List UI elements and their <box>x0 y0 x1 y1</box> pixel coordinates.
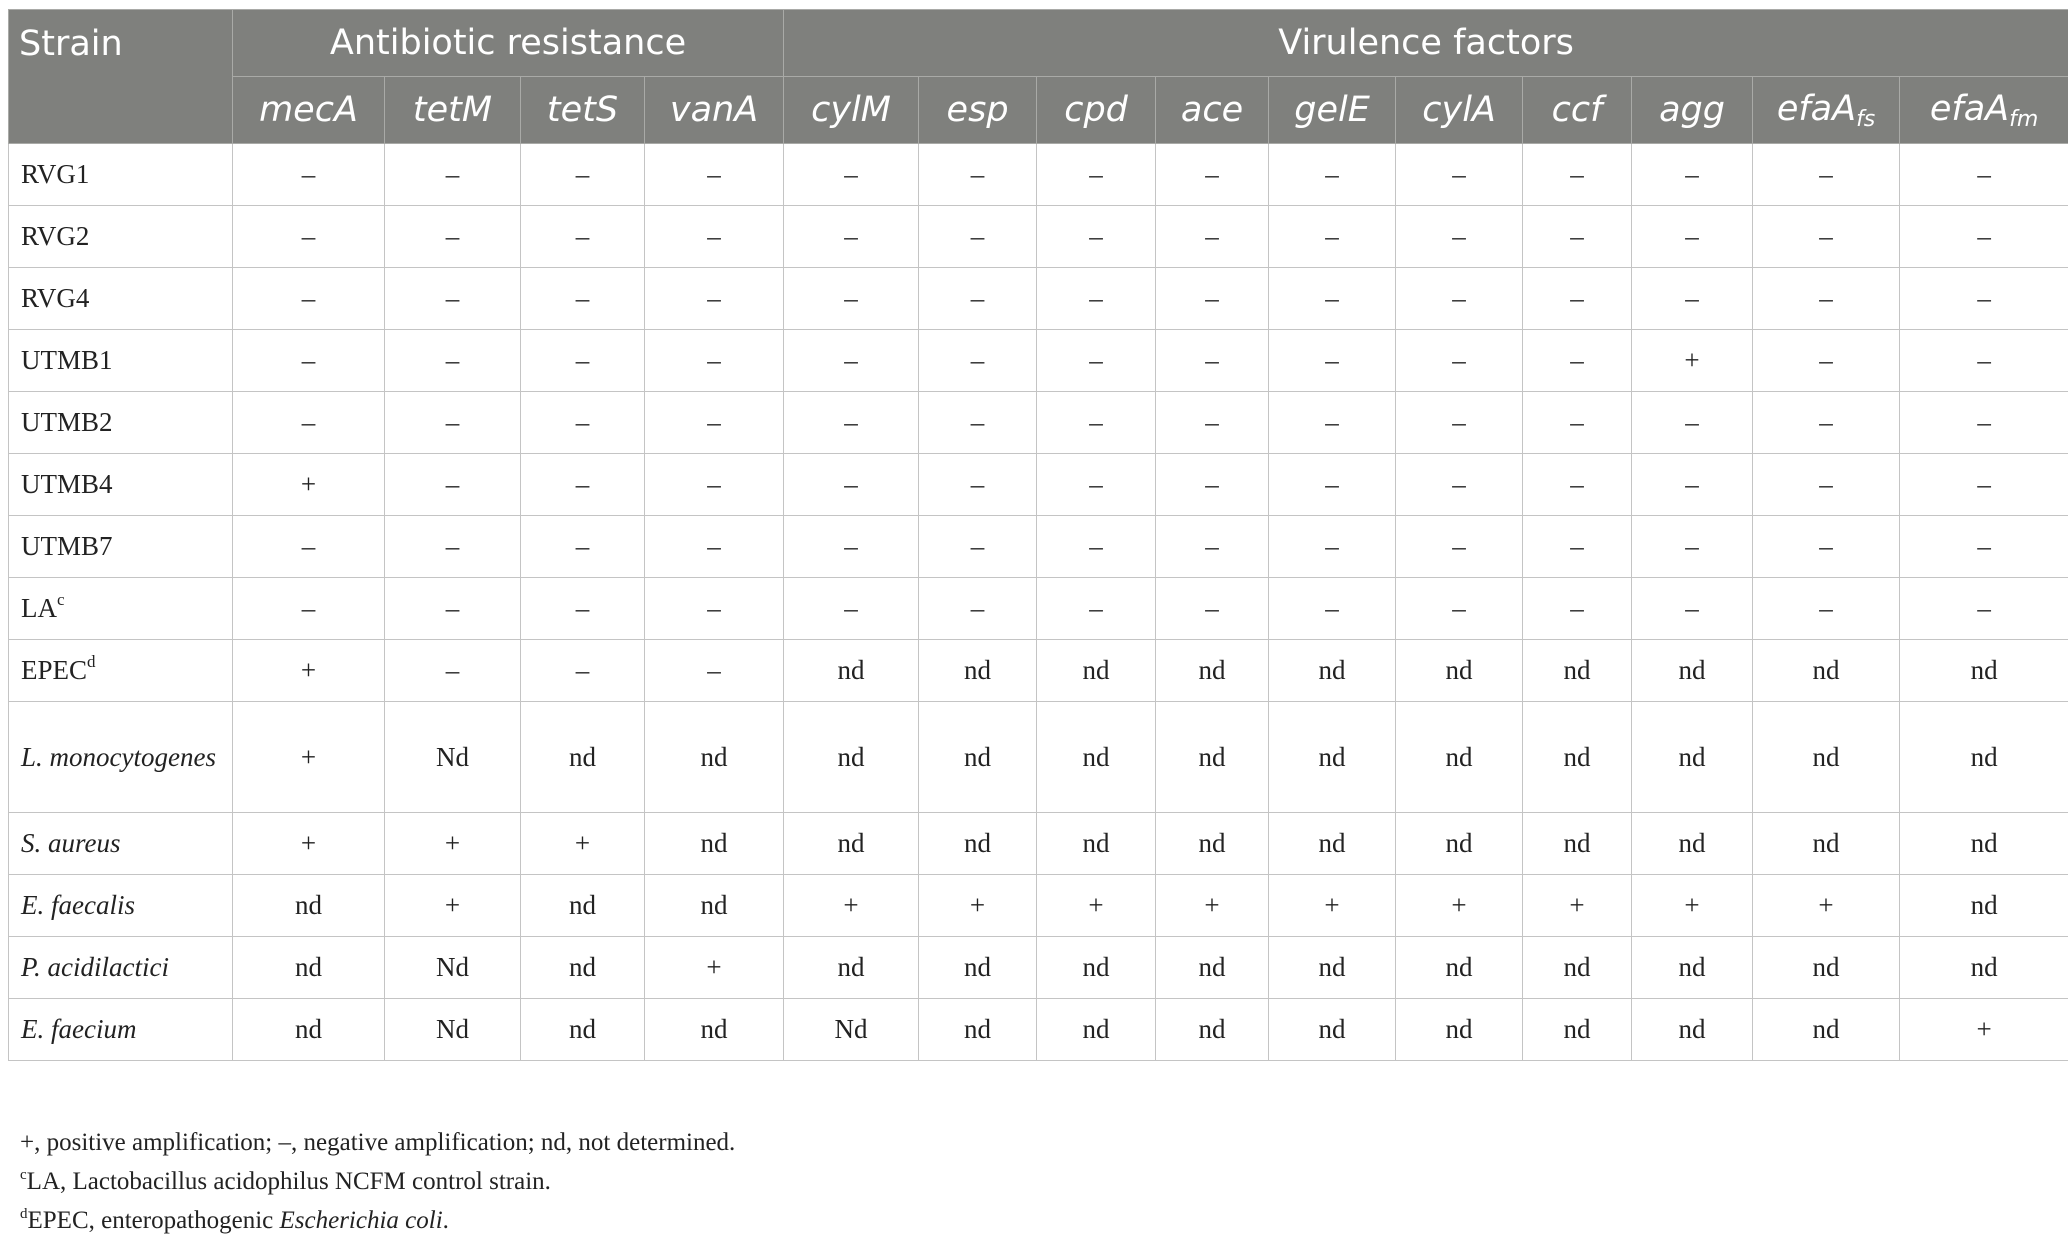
result-cell: – <box>1269 392 1396 454</box>
result-cell: nd <box>1900 937 2068 999</box>
result-cell: + <box>1632 875 1753 937</box>
gene-header-row <box>9 77 2068 144</box>
footnote-c <box>20 1162 735 1201</box>
result-cell: – <box>1037 516 1156 578</box>
footnote-marker: d <box>87 652 96 671</box>
result-cell: nd <box>784 813 919 875</box>
result-cell: nd <box>1037 937 1156 999</box>
result-cell: + <box>385 813 521 875</box>
result-cell: – <box>233 206 385 268</box>
result-cell: – <box>784 330 919 392</box>
gene-name: efaA <box>1776 88 1857 129</box>
strain-name: RVG2 <box>21 221 90 251</box>
result-cell: – <box>919 330 1037 392</box>
result-cell: nd <box>1632 937 1753 999</box>
header-gene <box>1753 77 1900 144</box>
result-cell: – <box>1156 578 1269 640</box>
result-cell: nd <box>1523 640 1632 702</box>
strain-name: LA <box>21 593 57 623</box>
result-cell: nd <box>1900 702 2068 813</box>
table-row <box>9 875 2068 937</box>
strain-name: EPEC <box>21 655 88 685</box>
strain-cell <box>9 144 233 206</box>
result-cell: – <box>1632 268 1753 330</box>
result-cell: – <box>1632 516 1753 578</box>
result-cell: – <box>1523 454 1632 516</box>
result-cell: nd <box>1632 999 1753 1061</box>
result-cell: – <box>1900 268 2068 330</box>
result-cell: nd <box>1753 640 1900 702</box>
result-cell: – <box>784 516 919 578</box>
footnote-c-mark: c <box>20 1167 27 1183</box>
gene-name: agg <box>1659 90 1725 130</box>
result-cell: + <box>1753 875 1900 937</box>
result-cell: + <box>1156 875 1269 937</box>
result-cell: – <box>919 516 1037 578</box>
footnote-d-end: . <box>442 1207 449 1234</box>
result-cell: – <box>385 392 521 454</box>
result-cell: – <box>521 516 645 578</box>
result-cell: nd <box>233 875 385 937</box>
gene-name: mecA <box>259 90 358 130</box>
result-cell: nd <box>1396 999 1523 1061</box>
result-cell: nd <box>784 937 919 999</box>
result-cell: nd <box>1396 702 1523 813</box>
result-cell: – <box>1753 330 1900 392</box>
strain-name: S. aureus <box>21 828 121 858</box>
strain-name: UTMB2 <box>21 407 113 437</box>
result-cell: nd <box>645 813 784 875</box>
result-cell: – <box>1396 454 1523 516</box>
result-cell: – <box>1753 206 1900 268</box>
result-cell: – <box>1396 392 1523 454</box>
result-cell: nd <box>1396 813 1523 875</box>
result-cell: – <box>385 268 521 330</box>
result-cell: – <box>1037 392 1156 454</box>
result-cell: – <box>1632 454 1753 516</box>
result-cell: nd <box>919 813 1037 875</box>
result-cell: – <box>919 268 1037 330</box>
gene-name: ace <box>1180 90 1244 130</box>
result-cell: nd <box>1753 702 1900 813</box>
result-cell: – <box>521 144 645 206</box>
gene-name: cylM <box>811 90 891 130</box>
result-cell: – <box>385 454 521 516</box>
result-cell: – <box>1900 392 2068 454</box>
header-gene <box>1523 77 1632 144</box>
table-header <box>9 10 2068 144</box>
result-cell: – <box>233 144 385 206</box>
gene-name: tetS <box>546 90 619 130</box>
result-cell: nd <box>1900 640 2068 702</box>
result-cell: – <box>1523 516 1632 578</box>
footnotes <box>20 1123 735 1240</box>
result-cell: – <box>1900 144 2068 206</box>
gene-name: efaA <box>1929 88 2010 129</box>
gene-subscript: fs <box>1856 106 1876 132</box>
result-cell: – <box>521 640 645 702</box>
result-cell: nd <box>1037 702 1156 813</box>
result-cell: nd <box>1523 813 1632 875</box>
result-cell: – <box>521 330 645 392</box>
result-cell: nd <box>1156 999 1269 1061</box>
result-cell: – <box>521 454 645 516</box>
result-cell: + <box>233 454 385 516</box>
header-group-antibiotic-resistance: Antibiotic resistance <box>233 10 784 77</box>
result-cell: – <box>1396 516 1523 578</box>
result-cell: nd <box>521 875 645 937</box>
table-row <box>9 330 2068 392</box>
result-cell: – <box>1632 206 1753 268</box>
result-cell: – <box>521 206 645 268</box>
result-cell: – <box>784 392 919 454</box>
result-cell: – <box>919 392 1037 454</box>
result-cell: – <box>1396 144 1523 206</box>
result-cell: nd <box>1523 937 1632 999</box>
result-cell: – <box>385 144 521 206</box>
header-gene <box>233 77 385 144</box>
result-cell: nd <box>1037 999 1156 1061</box>
result-cell: + <box>919 875 1037 937</box>
result-cell: – <box>1396 330 1523 392</box>
result-cell: + <box>1037 875 1156 937</box>
result-cell: – <box>1900 516 2068 578</box>
result-cell: – <box>1753 392 1900 454</box>
result-cell: – <box>1269 268 1396 330</box>
header-gene <box>385 77 521 144</box>
strain-cell <box>9 516 233 578</box>
header-gene <box>1396 77 1523 144</box>
result-cell: – <box>1396 578 1523 640</box>
result-cell: – <box>1900 578 2068 640</box>
result-cell: nd <box>1156 937 1269 999</box>
result-cell: + <box>1396 875 1523 937</box>
result-cell: – <box>1632 144 1753 206</box>
result-cell: – <box>521 268 645 330</box>
result-cell: – <box>1753 454 1900 516</box>
result-cell: – <box>645 392 784 454</box>
result-cell: – <box>1269 206 1396 268</box>
strain-cell <box>9 640 233 702</box>
result-cell: – <box>1037 454 1156 516</box>
result-cell: – <box>1037 144 1156 206</box>
result-cell: nd <box>1753 937 1900 999</box>
result-cell: – <box>521 392 645 454</box>
strain-name: L. monocytogenes <box>21 741 216 772</box>
result-cell: nd <box>1396 640 1523 702</box>
table-row <box>9 813 2068 875</box>
result-cell: – <box>233 392 385 454</box>
result-cell: – <box>1156 206 1269 268</box>
result-cell: – <box>1156 392 1269 454</box>
gene-name: gelE <box>1294 90 1370 130</box>
result-cell: nd <box>1269 937 1396 999</box>
result-cell: – <box>1753 268 1900 330</box>
result-cell: – <box>1753 578 1900 640</box>
result-cell: – <box>521 578 645 640</box>
table-row <box>9 937 2068 999</box>
result-cell: Nd <box>385 702 521 813</box>
table-body <box>9 144 2068 1061</box>
result-cell: – <box>1523 392 1632 454</box>
result-cell: nd <box>784 640 919 702</box>
gene-name: vanA <box>669 90 759 130</box>
table-row <box>9 702 2068 813</box>
strain-cell <box>9 206 233 268</box>
footnote-legend: +, positive amplification; –, negative amplification; nd, not determined. <box>20 1129 736 1156</box>
result-cell: – <box>1523 206 1632 268</box>
strain-name: UTMB7 <box>21 531 113 561</box>
strain-name: UTMB4 <box>21 469 113 499</box>
strain-cell <box>9 875 233 937</box>
strain-cell <box>9 392 233 454</box>
result-cell: nd <box>1269 702 1396 813</box>
table-row <box>9 144 2068 206</box>
strain-name: UTMB1 <box>21 345 113 375</box>
header-gene <box>919 77 1037 144</box>
result-cell: nd <box>521 937 645 999</box>
result-cell: – <box>645 578 784 640</box>
result-cell: – <box>1156 454 1269 516</box>
result-cell: nd <box>1396 937 1523 999</box>
header-gene <box>1269 77 1396 144</box>
header-gene <box>1037 77 1156 144</box>
footnote-d <box>20 1201 735 1240</box>
result-cell: – <box>1396 268 1523 330</box>
strain-cell <box>9 702 233 813</box>
result-cell: nd <box>1632 813 1753 875</box>
table-row <box>9 206 2068 268</box>
strain-cell <box>9 813 233 875</box>
result-cell: – <box>385 330 521 392</box>
result-cell: – <box>919 144 1037 206</box>
strain-cell <box>9 268 233 330</box>
strain-cell <box>9 578 233 640</box>
result-cell: – <box>1156 268 1269 330</box>
result-cell: – <box>1156 144 1269 206</box>
result-cell: nd <box>919 937 1037 999</box>
result-cell: – <box>1753 144 1900 206</box>
result-cell: Nd <box>385 999 521 1061</box>
result-cell: – <box>645 206 784 268</box>
table-row <box>9 392 2068 454</box>
result-cell: nd <box>1900 813 2068 875</box>
result-cell: nd <box>1753 813 1900 875</box>
result-cell: nd <box>1900 875 2068 937</box>
result-cell: – <box>784 144 919 206</box>
footnote-marker: c <box>57 590 65 609</box>
result-cell: – <box>385 578 521 640</box>
result-cell: nd <box>919 999 1037 1061</box>
result-cell: – <box>1269 578 1396 640</box>
strain-cell <box>9 999 233 1061</box>
result-cell: – <box>645 516 784 578</box>
table-row <box>9 516 2068 578</box>
result-cell: – <box>1156 516 1269 578</box>
result-cell: nd <box>645 999 784 1061</box>
result-cell: – <box>1900 206 2068 268</box>
result-cell: – <box>645 454 784 516</box>
result-cell: + <box>1269 875 1396 937</box>
header-gene <box>645 77 784 144</box>
result-cell: – <box>919 206 1037 268</box>
result-cell: nd <box>1269 813 1396 875</box>
result-cell: – <box>1037 330 1156 392</box>
strain-cell <box>9 330 233 392</box>
gene-name: cylA <box>1422 90 1496 130</box>
result-cell: nd <box>1156 813 1269 875</box>
header-group-virulence-factors: Virulence factors <box>784 10 2068 77</box>
gene-name: tetM <box>412 90 493 130</box>
result-cell: – <box>1632 578 1753 640</box>
result-cell: – <box>784 268 919 330</box>
result-cell: – <box>1523 144 1632 206</box>
result-cell: – <box>1396 206 1523 268</box>
table-row <box>9 999 2068 1061</box>
result-cell: + <box>385 875 521 937</box>
result-cell: + <box>784 875 919 937</box>
result-cell: – <box>233 330 385 392</box>
result-cell: + <box>233 813 385 875</box>
footnote-d-mark: d <box>20 1206 28 1222</box>
table-row <box>9 578 2068 640</box>
result-cell: – <box>1037 206 1156 268</box>
header-strain: Strain <box>9 10 233 144</box>
strain-cell <box>9 937 233 999</box>
result-cell: nd <box>919 702 1037 813</box>
result-cell: – <box>784 454 919 516</box>
result-cell: – <box>1632 392 1753 454</box>
result-cell: – <box>1900 454 2068 516</box>
result-cell: – <box>919 578 1037 640</box>
result-cell: + <box>1523 875 1632 937</box>
result-cell: nd <box>233 937 385 999</box>
result-cell: + <box>233 640 385 702</box>
strain-cell <box>9 454 233 516</box>
strain-name: P. acidilactici <box>21 952 169 982</box>
result-cell: nd <box>1037 640 1156 702</box>
gene-name: ccf <box>1551 90 1603 130</box>
result-cell: nd <box>1269 999 1396 1061</box>
table-row <box>9 640 2068 702</box>
result-cell: + <box>233 702 385 813</box>
result-cell: – <box>1037 268 1156 330</box>
result-cell: nd <box>233 999 385 1061</box>
result-cell: Nd <box>385 937 521 999</box>
result-cell: – <box>1156 330 1269 392</box>
result-cell: nd <box>1753 999 1900 1061</box>
strain-name: RVG1 <box>21 159 90 189</box>
strain-name: RVG4 <box>21 283 90 313</box>
result-cell: nd <box>1156 640 1269 702</box>
strain-name: E. faecium <box>21 1014 137 1044</box>
header-gene <box>521 77 645 144</box>
result-cell: – <box>1753 516 1900 578</box>
result-cell: nd <box>521 702 645 813</box>
result-cell: nd <box>1632 640 1753 702</box>
strain-name: E. faecalis <box>21 890 135 920</box>
result-cell: Nd <box>784 999 919 1061</box>
result-cell: – <box>1269 330 1396 392</box>
result-cell: + <box>1900 999 2068 1061</box>
result-cell: nd <box>1037 813 1156 875</box>
result-cell: – <box>784 206 919 268</box>
footnote-d-text: EPEC, enteropathogenic <box>27 1207 280 1234</box>
footnote-d-species: Escherichia coli <box>279 1207 443 1234</box>
result-cell: – <box>1037 578 1156 640</box>
result-cell: – <box>385 206 521 268</box>
result-cell: – <box>1523 268 1632 330</box>
header-gene <box>784 77 919 144</box>
result-cell: nd <box>1269 640 1396 702</box>
gene-name: esp <box>946 90 1009 130</box>
table-row <box>9 454 2068 516</box>
gene-subscript: fm <box>2009 106 2039 132</box>
result-cell: + <box>521 813 645 875</box>
table-row <box>9 268 2068 330</box>
footnote-c-text: LA, Lactobacillus acidophilus NCFM control strain. <box>26 1168 551 1195</box>
result-cell: – <box>385 640 521 702</box>
result-cell: – <box>233 516 385 578</box>
result-cell: – <box>1269 516 1396 578</box>
result-cell: – <box>784 578 919 640</box>
header-gene <box>1900 77 2068 144</box>
result-cell: nd <box>1156 702 1269 813</box>
result-cell: – <box>233 268 385 330</box>
result-cell: nd <box>1523 999 1632 1061</box>
result-cell: – <box>385 516 521 578</box>
result-cell: – <box>1523 330 1632 392</box>
result-cell: nd <box>1632 702 1753 813</box>
result-cell: – <box>1269 144 1396 206</box>
gene-name: cpd <box>1064 90 1128 130</box>
result-cell: – <box>645 640 784 702</box>
gene-table <box>8 9 2068 1061</box>
result-cell: + <box>1632 330 1753 392</box>
result-cell: – <box>645 144 784 206</box>
result-cell: nd <box>1523 702 1632 813</box>
result-cell: nd <box>645 875 784 937</box>
result-cell: – <box>645 268 784 330</box>
header-gene <box>1632 77 1753 144</box>
result-cell: – <box>1269 454 1396 516</box>
result-cell: nd <box>919 640 1037 702</box>
result-cell: – <box>645 330 784 392</box>
result-cell: + <box>645 937 784 999</box>
result-cell: – <box>233 578 385 640</box>
header-gene <box>1156 77 1269 144</box>
result-cell: nd <box>784 702 919 813</box>
result-cell: – <box>919 454 1037 516</box>
result-cell: – <box>1900 330 2068 392</box>
result-cell: nd <box>521 999 645 1061</box>
result-cell: – <box>1523 578 1632 640</box>
result-cell: nd <box>645 702 784 813</box>
